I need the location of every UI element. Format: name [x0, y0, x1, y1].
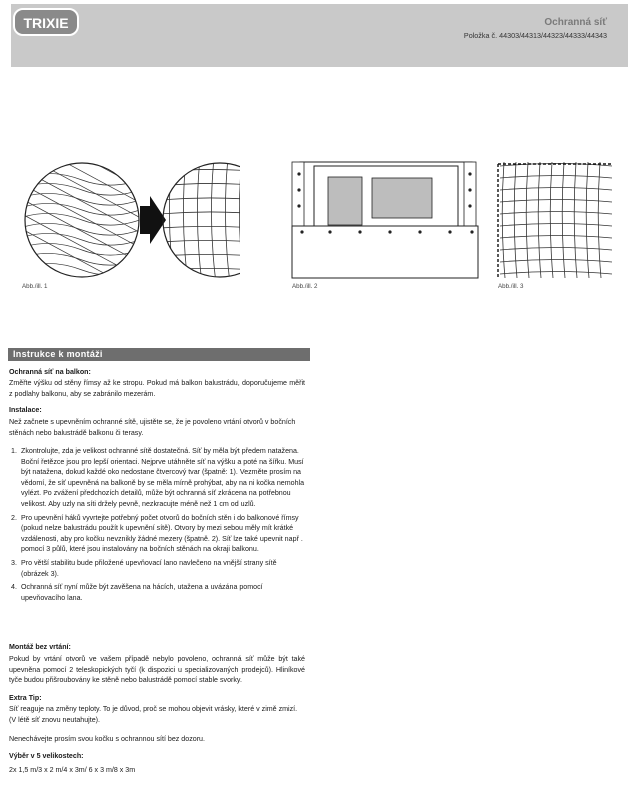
- square-mesh-icon: [160, 158, 240, 283]
- step-item: 3. Pro větší stabilitu bude přiložené upevňovací lano navlečeno na vnější strany sítě (obrázek 3).: [11, 558, 277, 578]
- balustrade-icon: [292, 226, 478, 278]
- instruction-steps: [9, 446, 305, 606]
- document-title: Ochranná síť: [544, 17, 607, 28]
- sizes-list: 2x 1,5 m/3 x 2 m/4 x 3m/ 6 x 3 m/8 x 3m: [9, 766, 136, 774]
- tip-text: Síť reaguje na změny teploty. To je důvod, proč se mohou objevit vrásky, které v zimě zmizí. (V létě síť znovu neutahujte).: [9, 705, 298, 724]
- item-numbers: Položka č. 44303/44313/44323/44333/44343: [463, 31, 607, 40]
- header-bar: [11, 4, 628, 67]
- step-item: 2. Pro upevnění háků vyvrtejte potřebný počet otvorů do bočních stěn i do balkonové římsy (pokud nelze balustrádu použít k upevnění sítě). Otvory by mezi sebou měly mít krátké vzdálenosti, aby pro kočku nevznikly žádné mezery (špatně. 2). Síť lze také upevnit např . pomocí 3 půlů, které jsou instalovány na bočních stěnách na okraji balkonu.: [11, 513, 303, 554]
- nodrill-heading: Montáž bez vrtání:: [9, 643, 71, 651]
- balcony-text: Změřte výšku od stěny římsy až ke stropu. Pokud má balkon balustrádu, doporučujeme měřit z podlahy balkonu, aby se zabránilo mezerám.: [9, 379, 305, 398]
- door-icon: [328, 177, 362, 225]
- install-text: Než začnete s upevněním ochranné sítě, ujistěte se, že je povoleno vrtání otvorů v bočních stěnách nebo balustrádě balkonu či terasy.: [9, 418, 296, 437]
- section-heading-bar: Instrukce k montáži: [8, 348, 310, 361]
- sizes-heading: Výběr v 5 velikostech:: [9, 752, 84, 760]
- window-icon: [372, 178, 432, 218]
- trixie-logo: [13, 6, 79, 40]
- figure-2-balcony-diagram: [290, 160, 480, 282]
- step-item: 1. Zkontrolujte, zda je velikost ochranné sítě dostatečná. Síť by měla být předem natažena. Boční řetězce jsou pro lepší orientaci. Nejprve utáhněte síť na výšku a poté na šířku. Musí být natažena, dokud každé oko nedostane čtvercový tvar (špatně: 1). Vezměte prosím na vědomí, že síť upevněná na balkoně by se měla mírně prohýbat, aby na ni kočka nemohla vylézt. Po zvážení předchozích detailů, může být ochranná síť zkrácena na potřebnou velikost. Aby uzly na síti držely pevně, nezkracujte méně než 1 cm od uzlů.: [11, 447, 305, 508]
- install-heading: Instalace:: [9, 406, 42, 414]
- arrow-right-icon: [140, 196, 166, 244]
- distorted-mesh-icon: [20, 158, 150, 283]
- logo-text: TRIXIE: [23, 15, 69, 31]
- figure-1-caption: Abb./ill. 1: [22, 283, 48, 290]
- supervision-warning: Nenechávejte prosím svou kočku s ochrannou sítí bez dozoru.: [9, 735, 205, 743]
- figure-1-net-diagram: [20, 158, 240, 283]
- figure-2-caption: Abb./ill. 2: [292, 283, 318, 290]
- balcony-heading: Ochranná síť na balkon:: [9, 368, 91, 376]
- figure-3-net-rope-diagram: [496, 160, 614, 280]
- step-item: 4. Ochranná síť nyní může být zavěšena na hácích, utažena a uvázána pomocí upevňovacího lana.: [11, 583, 263, 602]
- nodrill-text: Pokud by vrtání otvorů ve vašem případě nebylo povoleno, ochranná síť může být také upevněna pomocí 2 teleskopických tyčí (k dispozici u specializovaných prodejců). Hliníkové tyče budou přišroubovány ke stěně nebo balustrádě pomocí stable svorky.: [9, 655, 305, 685]
- figure-3-caption: Abb./ill. 3: [498, 283, 524, 290]
- tip-heading: Extra Tip:: [9, 694, 42, 702]
